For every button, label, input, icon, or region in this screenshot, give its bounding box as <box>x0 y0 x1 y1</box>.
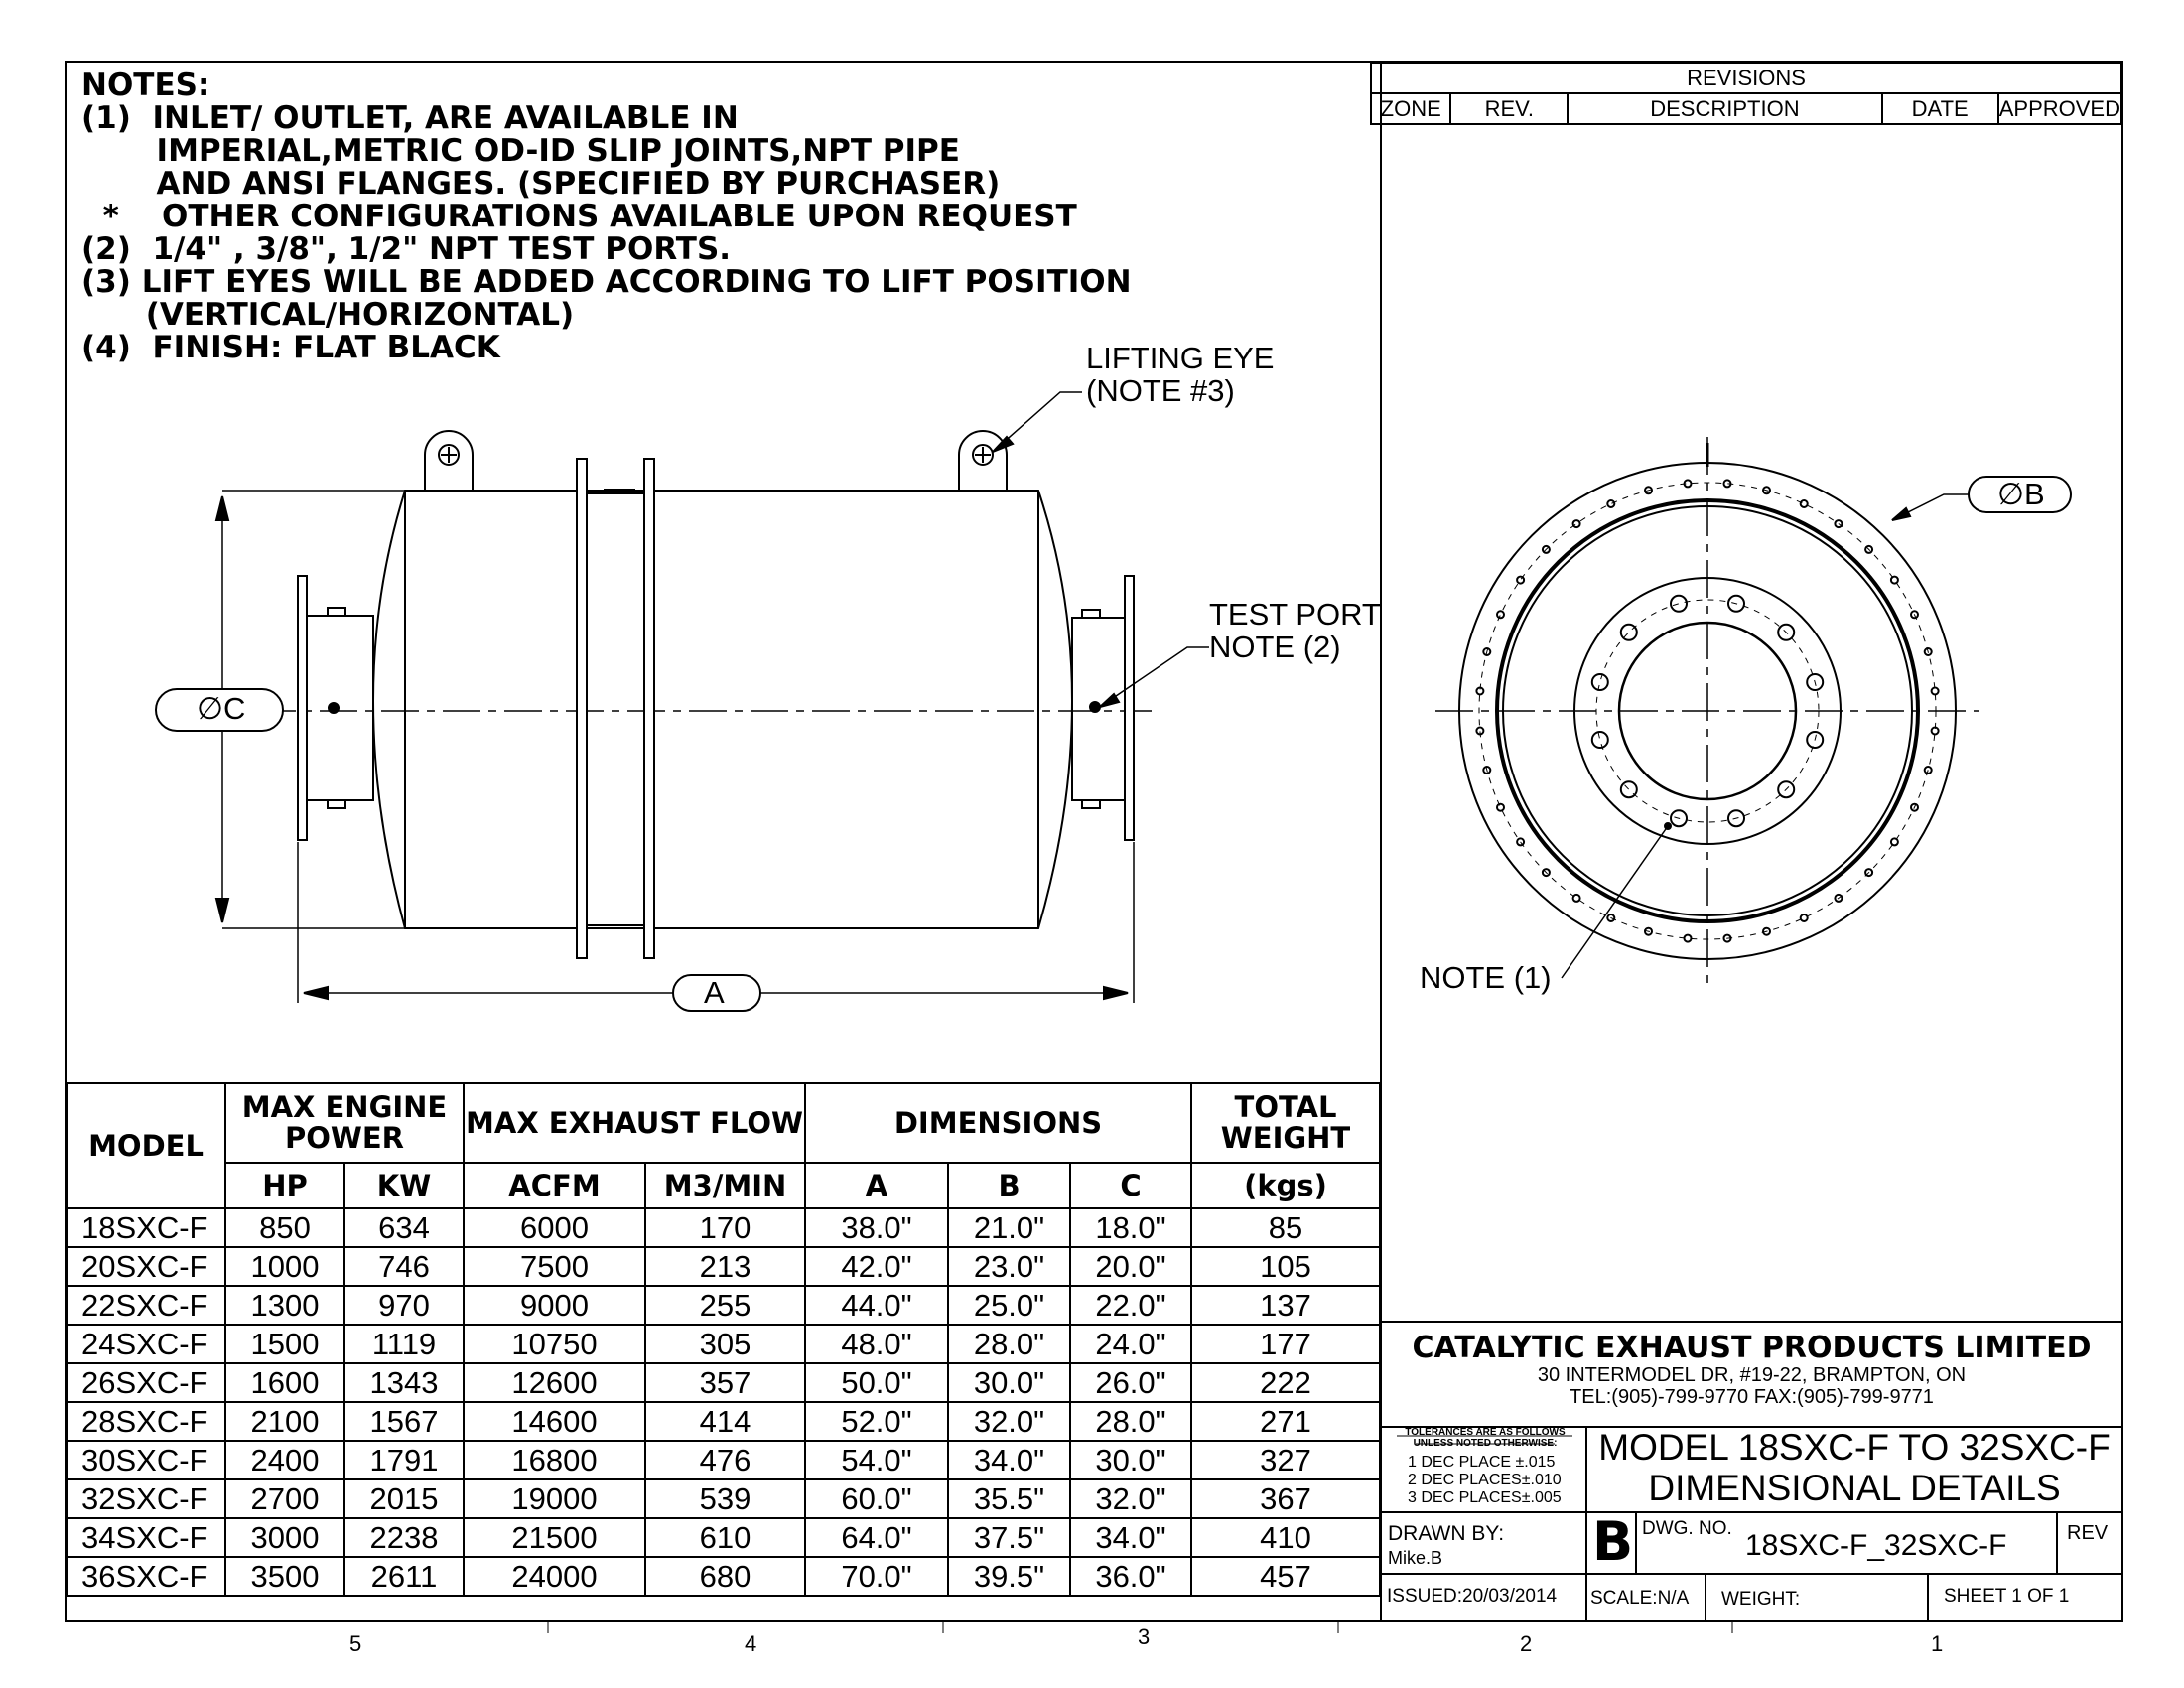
shell-body <box>373 491 1072 928</box>
cell-dim-c: 34.0" <box>1070 1518 1191 1557</box>
cell-dim-b: 37.5" <box>948 1518 1070 1557</box>
cell-dim-c: 18.0" <box>1070 1208 1191 1247</box>
cell-acfm: 21500 <box>464 1518 645 1557</box>
cell-m3min: 170 <box>645 1208 805 1247</box>
inner-bolt-hole <box>1621 781 1637 797</box>
outer-bolt-hole <box>1932 688 1939 695</box>
col-c: C <box>1070 1163 1191 1208</box>
outer-bolt-hole <box>1573 520 1580 527</box>
tolerances <box>1408 1454 1562 1507</box>
cell-model: 32SXC-F <box>67 1479 225 1518</box>
rev-col-rev: REV. <box>1450 93 1568 124</box>
col-m3min: M3/MIN <box>645 1163 805 1208</box>
col-kgs: (kgs) <box>1191 1163 1380 1208</box>
table-row <box>67 1441 1380 1479</box>
cell-model: 18SXC-F <box>67 1208 225 1247</box>
tolerance-title <box>1396 1427 1574 1449</box>
cell-weight: 457 <box>1191 1557 1380 1596</box>
col-model: MODEL <box>67 1083 225 1208</box>
lifting-eye-label <box>1086 342 1274 407</box>
cell-kw: 2015 <box>344 1479 464 1518</box>
cell-dim-c: 24.0" <box>1070 1325 1191 1363</box>
company-phone: TEL:(905)-799-9770 FAX:(905)-799-9771 <box>1570 1386 1934 1408</box>
drawn-by-label: DRAWN BY: <box>1388 1522 1505 1545</box>
cell-model: 24SXC-F <box>67 1325 225 1363</box>
cell-hp: 850 <box>225 1208 344 1247</box>
cell-hp: 1000 <box>225 1247 344 1286</box>
cell-kw: 1119 <box>344 1325 464 1363</box>
cell-model: 34SXC-F <box>67 1518 225 1557</box>
cell-acfm: 19000 <box>464 1479 645 1518</box>
cell-dim-b: 23.0" <box>948 1247 1070 1286</box>
table-row <box>67 1325 1380 1363</box>
cell-acfm: 16800 <box>464 1441 645 1479</box>
cell-acfm: 7500 <box>464 1247 645 1286</box>
cell-m3min: 255 <box>645 1286 805 1325</box>
col-b: B <box>948 1163 1070 1208</box>
cell-model: 36SXC-F <box>67 1557 225 1596</box>
cell-acfm: 9000 <box>464 1286 645 1325</box>
cell-dim-a: 60.0" <box>805 1479 948 1518</box>
cell-m3min: 305 <box>645 1325 805 1363</box>
notes-heading: NOTES: <box>81 68 210 103</box>
table-row <box>67 1518 1380 1557</box>
cell-dim-a: 70.0" <box>805 1557 948 1596</box>
inner-bolt-hole <box>1592 674 1608 690</box>
test-port-label <box>1209 598 1381 663</box>
drawing-title-line2: DIMENSIONAL DETAILS <box>1648 1468 2061 1508</box>
cell-kw: 1567 <box>344 1402 464 1441</box>
table-row <box>67 1363 1380 1402</box>
table-row <box>67 1479 1380 1518</box>
issued-date: ISSUED:20/03/2014 <box>1387 1586 1558 1607</box>
cell-dim-a: 54.0" <box>805 1441 948 1479</box>
note-line: (1) INLET/ OUTLET, ARE AVAILABLE IN <box>81 100 739 136</box>
cell-weight: 410 <box>1191 1518 1380 1557</box>
cell-dim-b: 35.5" <box>948 1479 1070 1518</box>
cell-acfm: 14600 <box>464 1402 645 1441</box>
cell-dim-a: 42.0" <box>805 1247 948 1286</box>
note-line: (2) 1/4" , 3/8", 1/2" NPT TEST PORTS. <box>81 231 732 267</box>
zone-4: 4 <box>745 1631 757 1656</box>
cell-m3min: 414 <box>645 1402 805 1441</box>
outer-bolt-hole <box>1573 895 1580 902</box>
rev-label: REV <box>2067 1522 2109 1544</box>
cell-hp: 1600 <box>225 1363 344 1402</box>
lifting-eye-label-line2: (NOTE #3) <box>1086 373 1235 408</box>
company-address: 30 INTERMODEL DR, #19-22, BRAMPTON, ON <box>1537 1364 1967 1386</box>
outer-bolt-hole <box>1497 804 1504 811</box>
tolerance-title-line1: TOLERANCES ARE AS FOLLOWS <box>1405 1427 1566 1438</box>
outer-bolt-hole <box>1517 577 1524 584</box>
cell-dim-b: 39.5" <box>948 1557 1070 1596</box>
side-view <box>156 392 1209 1011</box>
cell-kw: 2238 <box>344 1518 464 1557</box>
outer-bolt-hole <box>1891 577 1898 584</box>
cell-dim-a: 38.0" <box>805 1208 948 1247</box>
test-port-label-line1: TEST PORT <box>1209 597 1381 632</box>
table-row <box>67 1208 1380 1247</box>
note-line: (VERTICAL/HORIZONTAL) <box>81 297 575 333</box>
center-flange-right <box>644 459 654 958</box>
cell-weight: 105 <box>1191 1247 1380 1286</box>
cell-dim-b: 21.0" <box>948 1208 1070 1247</box>
note-line: * OTHER CONFIGURATIONS AVAILABLE UPON REQUEST <box>81 199 1077 234</box>
cell-weight: 85 <box>1191 1208 1380 1247</box>
outlet-test-port <box>1090 702 1100 712</box>
cell-dim-a: 50.0" <box>805 1363 948 1402</box>
note-line: IMPERIAL,METRIC OD-ID SLIP JOINTS,NPT PIPE <box>81 133 960 169</box>
zone-2: 2 <box>1520 1631 1533 1656</box>
tolerance-3: 3 DEC PLACES±.005 <box>1408 1489 1562 1506</box>
cell-dim-a: 48.0" <box>805 1325 948 1363</box>
cell-dim-c: 32.0" <box>1070 1479 1191 1518</box>
cell-dim-a: 52.0" <box>805 1402 948 1441</box>
note-line: AND ANSI FLANGES. (SPECIFIED BY PURCHASER) <box>81 166 1001 202</box>
col-group-power: MAX ENGINE POWER <box>225 1083 464 1163</box>
notes-block <box>81 70 1132 364</box>
inlet-test-port <box>329 703 339 713</box>
cell-dim-b: 32.0" <box>948 1402 1070 1441</box>
scale: SCALE:N/A <box>1590 1588 1690 1609</box>
cell-acfm: 10750 <box>464 1325 645 1363</box>
company-name: CATALYTIC EXHAUST PRODUCTS LIMITED <box>1412 1331 2092 1365</box>
cell-kw: 2611 <box>344 1557 464 1596</box>
col-acfm: ACFM <box>464 1163 645 1208</box>
cell-kw: 970 <box>344 1286 464 1325</box>
tolerance-1: 1 DEC PLACE ±.015 <box>1408 1454 1556 1471</box>
cell-model: 22SXC-F <box>67 1286 225 1325</box>
table-row <box>67 1247 1380 1286</box>
revisions-table <box>1370 62 2122 125</box>
zone-1: 1 <box>1931 1631 1944 1656</box>
drawn-by-value: Mike.B <box>1388 1548 1443 1568</box>
cell-m3min: 213 <box>645 1247 805 1286</box>
col-group-weight: TOTAL WEIGHT <box>1191 1083 1380 1163</box>
outer-bolt-hole <box>1891 838 1898 845</box>
note-line: (4) FINISH: FLAT BLACK <box>81 330 500 365</box>
cell-hp: 2400 <box>225 1441 344 1479</box>
cell-model: 28SXC-F <box>67 1402 225 1441</box>
cell-dim-b: 28.0" <box>948 1325 1070 1363</box>
cell-kw: 1791 <box>344 1441 464 1479</box>
inlet-pipe <box>307 616 373 800</box>
revisions-title: REVISIONS <box>1371 63 2121 93</box>
cell-hp: 2100 <box>225 1402 344 1441</box>
cell-dim-c: 22.0" <box>1070 1286 1191 1325</box>
col-a: A <box>805 1163 948 1208</box>
cell-kw: 746 <box>344 1247 464 1286</box>
outer-bolt-hole <box>1801 914 1808 921</box>
cell-dim-c: 36.0" <box>1070 1557 1191 1596</box>
dwg-no-label: DWG. NO. <box>1642 1518 1732 1539</box>
dim-a-label: A <box>704 975 725 1010</box>
cell-dim-a: 44.0" <box>805 1286 948 1325</box>
tolerance-2: 2 DEC PLACES±.010 <box>1408 1472 1562 1488</box>
cell-acfm: 24000 <box>464 1557 645 1596</box>
rev-col-description: DESCRIPTION <box>1568 93 1881 124</box>
cell-m3min: 539 <box>645 1479 805 1518</box>
table-row <box>67 1402 1380 1441</box>
outer-bolt-hole <box>1497 611 1504 618</box>
cell-weight: 271 <box>1191 1402 1380 1441</box>
center-flange-left <box>577 459 587 958</box>
rev-col-approved: APPROVED <box>1998 93 2121 124</box>
cell-weight: 177 <box>1191 1325 1380 1363</box>
cell-weight: 222 <box>1191 1363 1380 1402</box>
test-port-label-line2: NOTE (2) <box>1209 630 1341 664</box>
sheet-size: B <box>1592 1510 1634 1573</box>
cell-dim-c: 30.0" <box>1070 1441 1191 1479</box>
outer-bolt-hole <box>1607 500 1614 507</box>
cell-hp: 1300 <box>225 1286 344 1325</box>
cell-hp: 1500 <box>225 1325 344 1363</box>
cell-hp: 2700 <box>225 1479 344 1518</box>
dim-b-label: ∅B <box>1997 477 2045 511</box>
lifting-eye-label-line1: LIFTING EYE <box>1086 341 1275 375</box>
inner-bolt-hole <box>1621 625 1637 640</box>
cell-dim-b: 34.0" <box>948 1441 1070 1479</box>
end-view <box>1435 437 2071 985</box>
cell-model: 26SXC-F <box>67 1363 225 1402</box>
col-kw: KW <box>344 1163 464 1208</box>
cell-weight: 137 <box>1191 1286 1380 1325</box>
cell-dim-c: 26.0" <box>1070 1363 1191 1402</box>
cell-model: 20SXC-F <box>67 1247 225 1286</box>
inlet-flange <box>298 576 307 840</box>
cell-m3min: 680 <box>645 1557 805 1596</box>
drawing-title <box>1586 1427 2122 1508</box>
zone-3: 3 <box>1138 1624 1151 1649</box>
outer-bolt-hole <box>1685 935 1692 942</box>
outlet-flange <box>1125 576 1134 840</box>
cell-kw: 634 <box>344 1208 464 1247</box>
cell-m3min: 476 <box>645 1441 805 1479</box>
note-line: (3) LIFT EYES WILL BE ADDED ACCORDING TO LIFT POSITION <box>81 264 1132 300</box>
cell-acfm: 6000 <box>464 1208 645 1247</box>
col-hp: HP <box>225 1163 344 1208</box>
rev-col-date: DATE <box>1882 93 1998 124</box>
dim-c-label: ∅C <box>197 691 246 726</box>
cell-model: 30SXC-F <box>67 1441 225 1479</box>
sheet-number: SHEET 1 OF 1 <box>1944 1586 2070 1607</box>
dwg-no-value: 18SXC-F_32SXC-F <box>1745 1529 2007 1562</box>
cell-acfm: 12600 <box>464 1363 645 1402</box>
cell-dim-b: 25.0" <box>948 1286 1070 1325</box>
inner-bolt-hole <box>1592 732 1608 748</box>
col-group-flow: MAX EXHAUST FLOW <box>464 1083 805 1163</box>
col-group-dimensions: DIMENSIONS <box>805 1083 1191 1163</box>
zone-5: 5 <box>349 1631 362 1656</box>
cell-dim-c: 28.0" <box>1070 1402 1191 1441</box>
cell-weight: 327 <box>1191 1441 1380 1479</box>
note-1-label: NOTE (1) <box>1420 960 1552 995</box>
outer-bolt-hole <box>1801 500 1808 507</box>
cell-hp: 3500 <box>225 1557 344 1596</box>
cell-dim-b: 30.0" <box>948 1363 1070 1402</box>
cell-hp: 3000 <box>225 1518 344 1557</box>
cell-kw: 1343 <box>344 1363 464 1402</box>
spec-table <box>66 1082 1381 1597</box>
outer-bolt-hole <box>1835 520 1842 527</box>
weight-label: WEIGHT: <box>1721 1589 1801 1610</box>
cell-dim-a: 64.0" <box>805 1518 948 1557</box>
cell-weight: 367 <box>1191 1479 1380 1518</box>
cell-dim-c: 20.0" <box>1070 1247 1191 1286</box>
drawing-title-line1: MODEL 18SXC-F TO 32SXC-F <box>1598 1427 2111 1468</box>
cell-m3min: 610 <box>645 1518 805 1557</box>
table-row <box>67 1286 1380 1325</box>
rev-col-zone: ZONE <box>1371 93 1450 124</box>
tolerance-title-line2: UNLESS NOTED OTHERWISE: <box>1413 1438 1558 1449</box>
cell-m3min: 357 <box>645 1363 805 1402</box>
table-row <box>67 1557 1380 1596</box>
